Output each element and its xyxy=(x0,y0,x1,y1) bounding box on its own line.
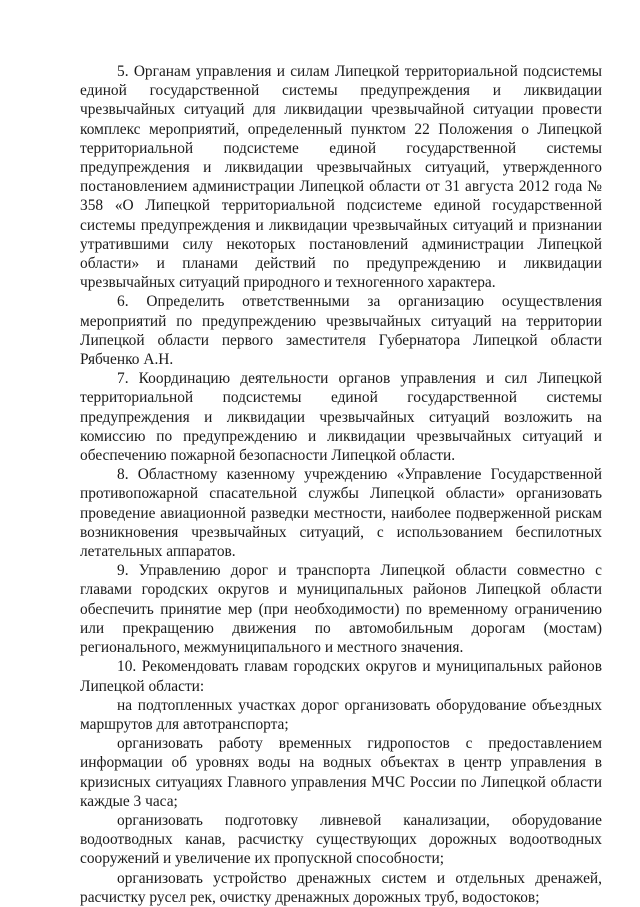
paragraph-5: 5. Органам управления и силам Липецкой территориальной подсистемы единой государственной системы предупреждения и ликвидации чрезвычайных ситуаций для ликвидации чрезвычайной ситуации провести комплекс мероприятий, определенный пунктом 22 Положения о Липецкой территориальной подсистеме единой государственной системы предупреждения и ликвидации чрезвычайных ситуаций, утвержденного постановлением администрации Липецкой области от 31 августа 2012 года № 358 «О Липецкой территориальной подсистеме единой государственной системы предупреждения и ликвидации чрезвычайных ситуаций и признании утратившими силу некоторых постановлений администрации Липецкой области» и планами действий по предупреждению и ликвидации чрезвычайных ситуаций природного и техногенного характера. xyxy=(80,63,602,292)
document-page xyxy=(80,62,602,907)
list-item: организовать работу временных гидропостов с предоставлением информации об уровнях воды на водных объектах в центр управления в кризисных ситуациях Главного управления МЧС России по Липецкой области каждые 3 часа; xyxy=(80,735,602,810)
list-item: организовать подготовку ливневой канализации, оборудование водоотводных канав, расчистку существующих дорожных водоотводных сооружений и увеличение их пропускной способности; xyxy=(80,811,602,868)
paragraph-7: 7. Координацию деятельности органов управления и сил Липецкой территориальной подсистемы единой государственной системы предупреждения и ликвидации чрезвычайных ситуаций возложить на комиссию по предупреждению и ликвидации чрезвычайных ситуаций и обеспечению пожарной безопасности Липецкой области. xyxy=(80,370,602,465)
paragraph-9: 9. Управлению дорог и транспорта Липецкой области совместно с главами городских округов и муниципальных районов Липецкой области обеспечить принятие мер (при необходимости) по временному ограничению или прекращению движения по автомобильным дорогам (мостам) регионального, межмуниципального и местного значения. xyxy=(80,562,602,657)
paragraph-6: 6. Определить ответственными за организацию осуществления мероприятий по предупреждению чрезвычайных ситуаций на территории Липецкой области первого заместителя Губернатора Липецкой области Рябченко А.Н. xyxy=(80,293,602,369)
list-item: организовать устройство дренажных систем и отдельных дренажей, расчистку русел рек, очистку дренажных дорожных труб, водостоков; xyxy=(80,869,602,906)
paragraph-8: 8. Областному казенному учреждению «Управление Государственной противопожарной спасательной службы Липецкой области» организовать проведение авиационной разведки местности, наиболее подверженной рискам возникновения чрезвычайных ситуаций, с использованием беспилотных летательных аппаратов. xyxy=(80,466,602,561)
paragraph-10: 10. Рекомендовать главам городских округов и муниципальных районов Липецкой области: xyxy=(80,658,602,695)
list-item: на подтопленных участках дорог организовать оборудование объездных маршрутов для автотранспорта; xyxy=(80,696,602,733)
